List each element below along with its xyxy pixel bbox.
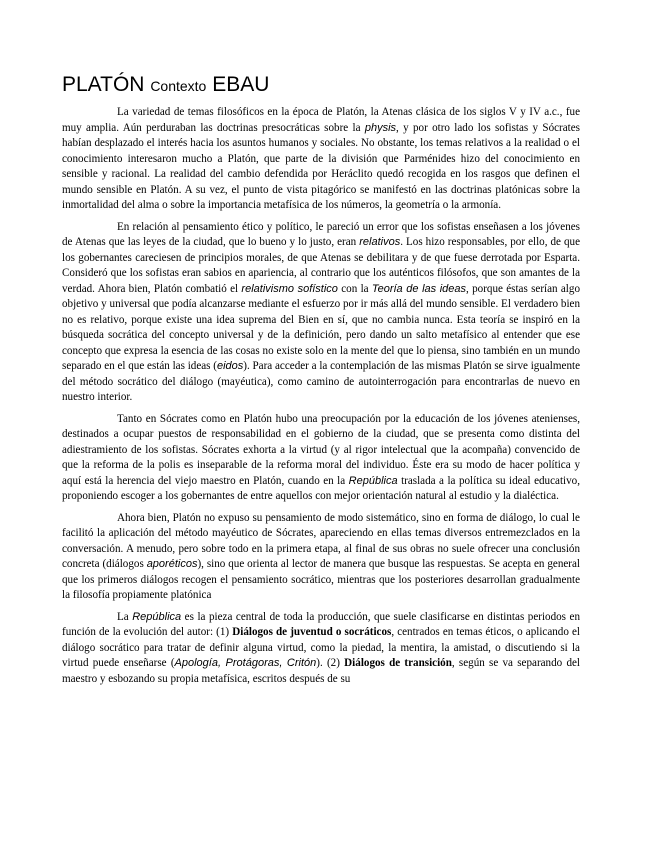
p4-text-b: ), sino que orienta al lector de manera que busque las respuestas. Se acepta en general que los primeros diálogos recogen el pensamiento socrático, mientras que los posteriores desarrollan gradualmente la filosofía propiamente platónica [62,558,580,601]
p2-text-d: , porque éstas serían algo objetivo y universal que podía alcanzarse mediante el esfuerzo por ir más allá del mundo sensible. El verdadero bien no es relativo, porque existe una idea suprema del Bien en sí, que no cambia nunca. Esta teoría se inspiró en la búsqueda socrática del concepto universal y de la definición, pero dando un salto metafísico al entender que ese concepto que expresa la esencia de las cosas no existe solo en la mente del que lo piensa, sino también en un mundo separado en el que están las ideas ( [62,282,580,372]
paragraph-education [62,412,580,505]
p1-text-b: , y por otro lado los sofistas y Sócrates habían desplazado el interés hacia los asuntos humanos y sociales. No obstante, los temas relativos a la realidad o el conocimiento interesaron mucho a Platón, que parte de la división que Parménides hizo del conocimiento en sensible y racional. La realidad del cambio defendida por Heráclito quedó recogida en los rasgos que definen el mundo sensible en Platón. A su vez, el punto de vista pitagórico se manifestó en las doctrinas platónicas sobre la inmortalidad del alma o sobre la importancia metafísica de los números, la geometría o la armonía. [62,121,580,211]
paragraph-dialogue-form [62,511,580,604]
p1-physis: physis [364,121,397,134]
title-main: PLATÓN [62,73,145,96]
document-page [62,72,580,693]
p5-text-e: , según se va separando del maestro y esbozando su propia metafísica, escritos después de su [62,657,580,685]
p2-relativos: relativos [359,236,401,248]
p4-aporeticos: aporéticos [146,558,198,570]
page-title [62,72,580,99]
p3-republica: República [348,474,398,487]
p3-text-b: traslada a la política su ideal educativo, proponiendo escoger a los gobernantes de entre aquellos con mejor orientación natural al estudio y la dialéctica. [62,474,580,502]
p5-text-d: ). (2) [316,657,345,669]
p2-text-e: ). Para acceder a la contemplación de las mismas Platón se sirve igualmente del método socrático del diálogo (mayéutica), como camino de autointerrogación para encontrarlas de nuevo en nuestro interior. [62,360,580,403]
p3-text-a: Tanto en Sócrates como en Platón hubo una preocupación por la educación de los jóvenes atenienses, destinados a ocupar puestos de responsabilidad en el gobierno de la ciudad, que se presenta como distinta del adiestramiento de los sofistas. Sócrates exhorta a la virtud (y al rigor intelectual que la acompaña) convencido de que la reforma de la polis es inseparable de la reforma moral del individuo. Éste era su modo de hacer política y aquí está la herencia del viejo maestro en Platón, cuando en la [62,412,580,487]
p5-text-c: , centrados en temas éticos, o aplicando el diálogo socrático para tratar de definir alguna virtud, como la piedad, la mentira, la amistad, o discutiendo si la virtud puede enseñarse ( [62,626,581,669]
p5-text-a: La [117,610,133,623]
title-tag: EBAU [212,73,270,96]
p2-text-b: . Los hizo responsables, por ello, de que los gobernantes careciesen de principios morales, de que Atenas se debilitara y de que fuese derrotada por Esparta. Consideró que los sofistas eran sabios en apariencia, al contrario que los auténticos filósofos, que son amantes de la verdad. Ahora bien, Platón combatió el [62,236,580,295]
p4-text-a: Ahora bien, Platón no expuso su pensamiento de modo sistemático, sino en forma de diálogo, lo cual le facilitó la aplicación del método mayéutico de Sócrates, apareciendo en ellas temas diversos entremezclados en la conversación. A menudo, pero sobre todo en la primera etapa, al final de sus obras no suele ofrecer una conclusión concreta (diálogos [62,511,580,570]
p5-transicion: Diálogos de transición [344,657,452,669]
p2-teoria: Teoría de las ideas [371,282,467,295]
p5-republica: República [132,610,182,623]
p1-text-a: La variedad de temas filosóficos en la época de Platón, la Atenas clásica de los siglos V y IV a.c., fue muy amplia. Aún perduraban las doctrinas presocráticas sobre la [62,106,580,134]
p2-text-c: con la [337,282,372,295]
paragraph-ethics-politics [62,220,580,406]
title-context: Contexto [150,78,207,94]
paragraph-presocratics [62,105,580,214]
p5-text-b: es la pieza central de toda la producción, que suele clasificarse en distintas periodos en función de la evolución del autor: (1) [62,610,580,638]
p5-obras: Apología, Protágoras, Critón [174,657,317,669]
p5-juventud: Diálogos de juventud o socráticos [232,626,392,638]
p2-eidos: eidos [216,360,244,372]
paragraph-periods [62,610,580,688]
p2-text-a: En relación al pensamiento ético y político, le pareció un error que los sofistas enseñasen a los jóvenes de Atenas que las leyes de la ciudad, que lo bueno y lo justo, eran [62,220,580,248]
p2-relativismo: relativismo sofístico [241,282,338,295]
